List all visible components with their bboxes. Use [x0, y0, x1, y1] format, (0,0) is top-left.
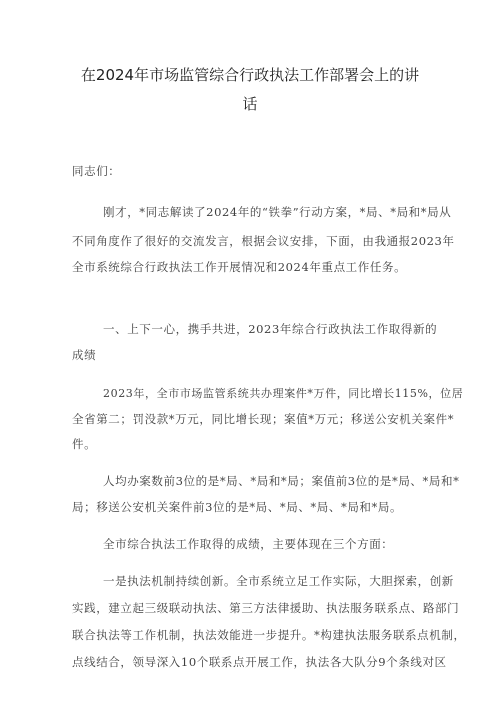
greeting: 同志们：: [72, 164, 121, 178]
paragraph-line: 点线结合，领导深入10个联系点开展工作，执法各大队分9个条线对区: [72, 655, 447, 669]
paragraph-line: 2023年，全市市场监管系统共办理案件*万件，同比增长115%，位居: [103, 387, 464, 400]
section-heading-line: 一、上下一心，携手共进，2023年综合行政执法工作取得新的: [103, 322, 438, 336]
paragraph-line: 刚才，*同志解读了2024年的“铁拳”行动方案，*局、*局和*局从: [103, 205, 452, 219]
paragraph-line: 一是执法机制持续创新。全市系统立足工作实际，大胆探索，创新: [103, 574, 454, 588]
paragraph-line: 局；移送公安机关案件前3位的是*局、*局、*局、*局和*局。: [72, 500, 403, 514]
paragraph-line: 全省第二；罚没款*万元，同比增长现；案值*万元；移送公安机关案件*: [72, 412, 455, 426]
document-title-line-2: 话: [242, 95, 258, 113]
paragraph-line: 全市综合执法工作取得的成绩，主要体现在三个方面：: [103, 537, 394, 551]
paragraph-line: 全市系统综合行政执法工作开展情况和2024年重点工作任务。: [72, 260, 407, 274]
document-title-line-1: 在2024年市场监管综合行政执法工作部署会上的讲: [80, 66, 420, 84]
paragraph-line: 人均办案数前3位的是*局、*局和*局；案值前3位的是*局、*局和*: [103, 474, 460, 488]
paragraph-line: 不同角度作了很好的交流发言，根据会议安排，下面，由我通报2023年: [72, 234, 455, 248]
section-heading-line: 成绩: [72, 348, 97, 362]
paragraph-line: 实践，建立起三级联动执法、第三方法律援助、执法服务联系点、路部门: [72, 601, 460, 615]
paragraph-line: 件。: [72, 437, 97, 451]
paragraph-line: 联合执法等工作机制，执法效能进一步提升。*构建执法服务联系点机制，: [72, 628, 466, 642]
